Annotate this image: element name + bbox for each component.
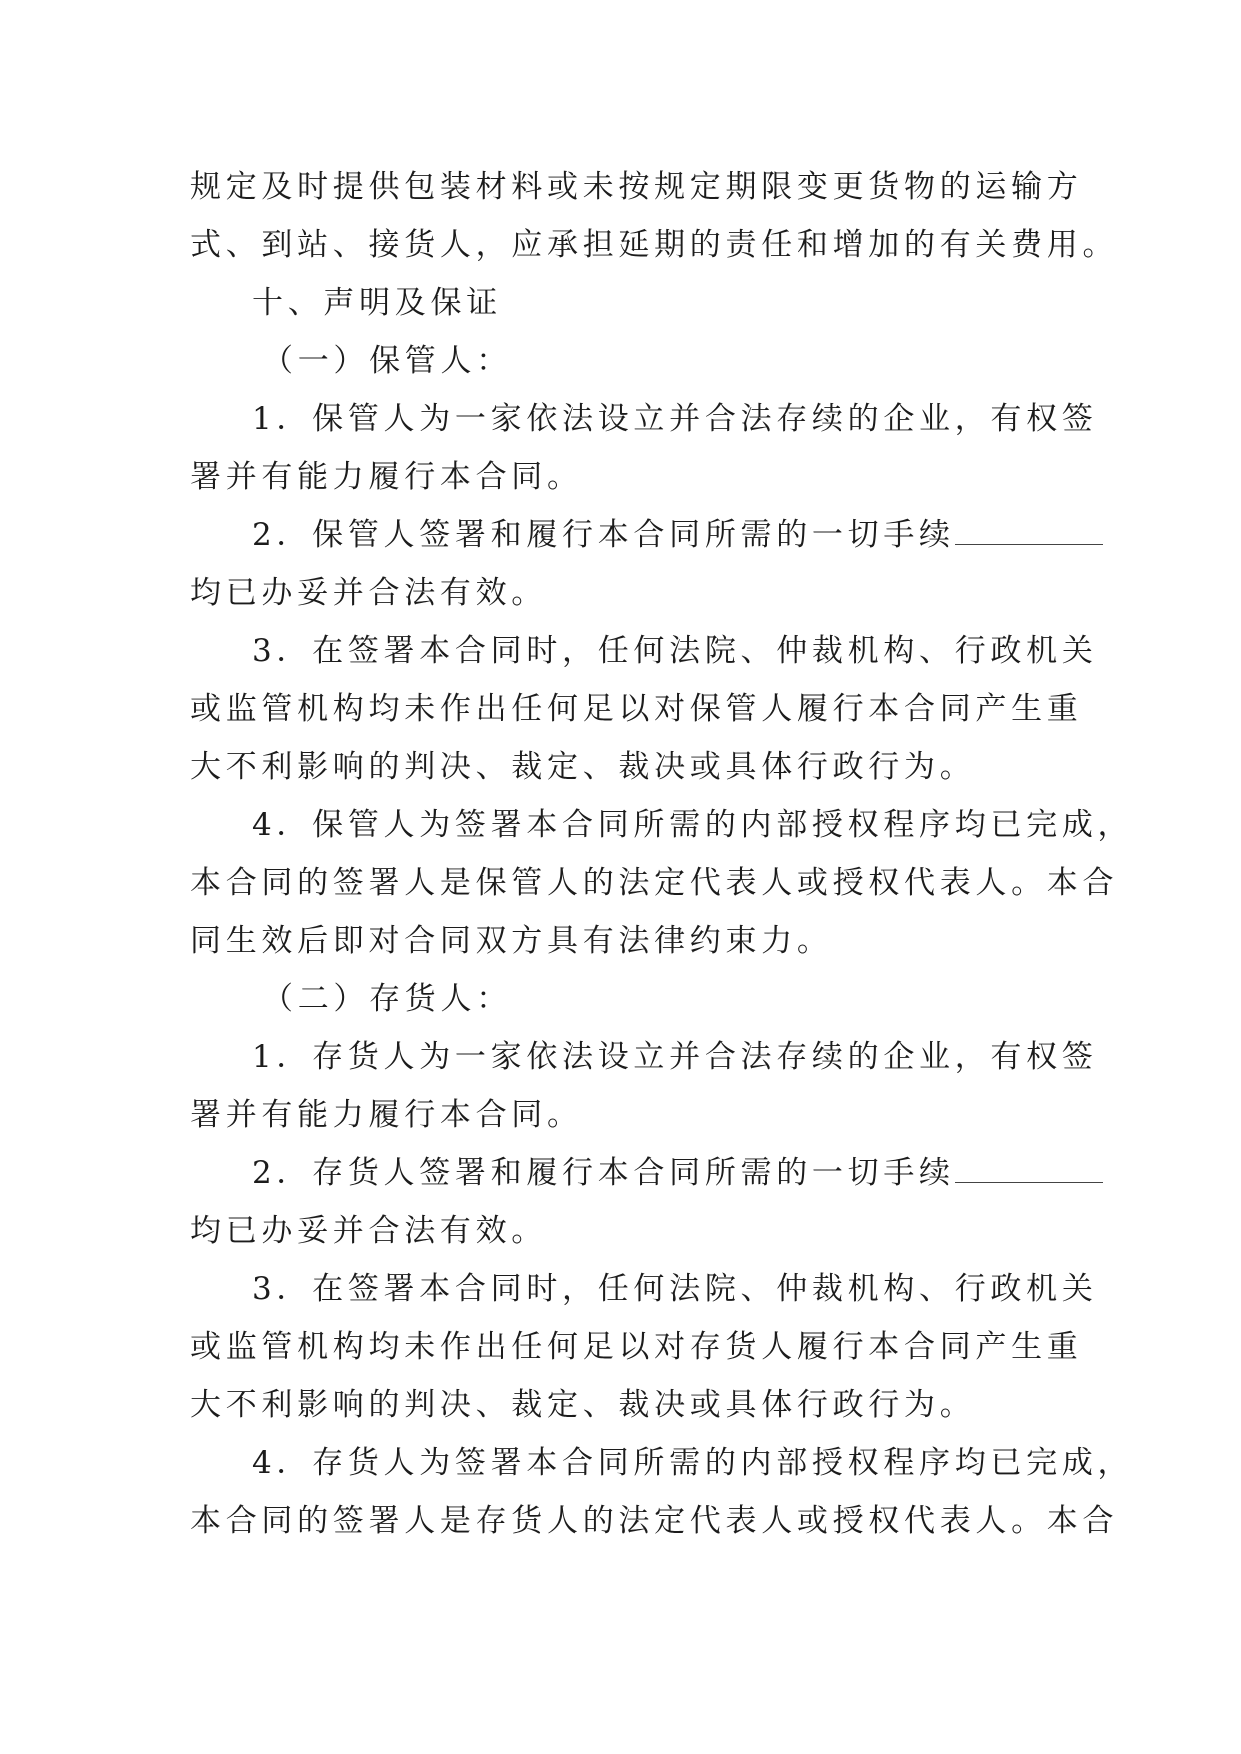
text-line: 规定及时提供包装材料或未按规定期限变更货物的运输方	[190, 169, 1083, 205]
document-body	[190, 158, 1134, 1550]
text-line: 4．保管人为签署本合同所需的内部授权程序均已完成，	[252, 807, 1134, 843]
text-line: 4．存货人为签署本合同所需的内部授权程序均已完成，	[252, 1445, 1134, 1481]
text-line: 同生效后即对合同双方具有法律约束力。	[190, 923, 833, 959]
text-line: 1．保管人为一家依法设立并合法存续的企业，有权签	[252, 401, 1098, 437]
subsection-heading: （二）存货人：	[262, 981, 512, 1017]
text-line: 本合同的签署人是保管人的法定代表人或授权代表人。本合	[190, 865, 1119, 901]
fill-in-blank[interactable]	[955, 518, 1103, 545]
text-line-with-blank	[190, 506, 1056, 564]
text-line: 或监管机构均未作出任何足以对保管人履行本合同产生重	[190, 691, 1083, 727]
text-line: 1．存货人为一家依法设立并合法存续的企业，有权签	[252, 1039, 1098, 1075]
text-line: 式、到站、接货人，应承担延期的责任和增加的有关费用。	[190, 227, 1119, 263]
text-line: 大不利影响的判决、裁定、裁决或具体行政行为。	[190, 1387, 976, 1423]
text-segment: 2．保管人签署和履行本合同所需的一切手续	[252, 517, 955, 553]
text-line: 大不利影响的判决、裁定、裁决或具体行政行为。	[190, 749, 976, 785]
text-line: 署并有能力履行本合同。	[190, 1097, 583, 1133]
text-line: 或监管机构均未作出任何足以对存货人履行本合同产生重	[190, 1329, 1083, 1365]
text-line-with-blank	[190, 1144, 1056, 1202]
text-line: 均已办妥并合法有效。	[190, 1213, 547, 1249]
text-line: 3．在签署本合同时，任何法院、仲裁机构、行政机关	[252, 1271, 1098, 1307]
fill-in-blank[interactable]	[955, 1156, 1103, 1183]
section-heading: 十、声明及保证	[252, 285, 502, 321]
text-line: 3．在签署本合同时，任何法院、仲裁机构、行政机关	[252, 633, 1098, 669]
subsection-heading: （一）保管人：	[262, 343, 512, 379]
text-line: 均已办妥并合法有效。	[190, 575, 547, 611]
text-line: 署并有能力履行本合同。	[190, 459, 583, 495]
text-segment: 2．存货人签署和履行本合同所需的一切手续	[252, 1155, 955, 1191]
text-line: 本合同的签署人是存货人的法定代表人或授权代表人。本合	[190, 1503, 1119, 1539]
